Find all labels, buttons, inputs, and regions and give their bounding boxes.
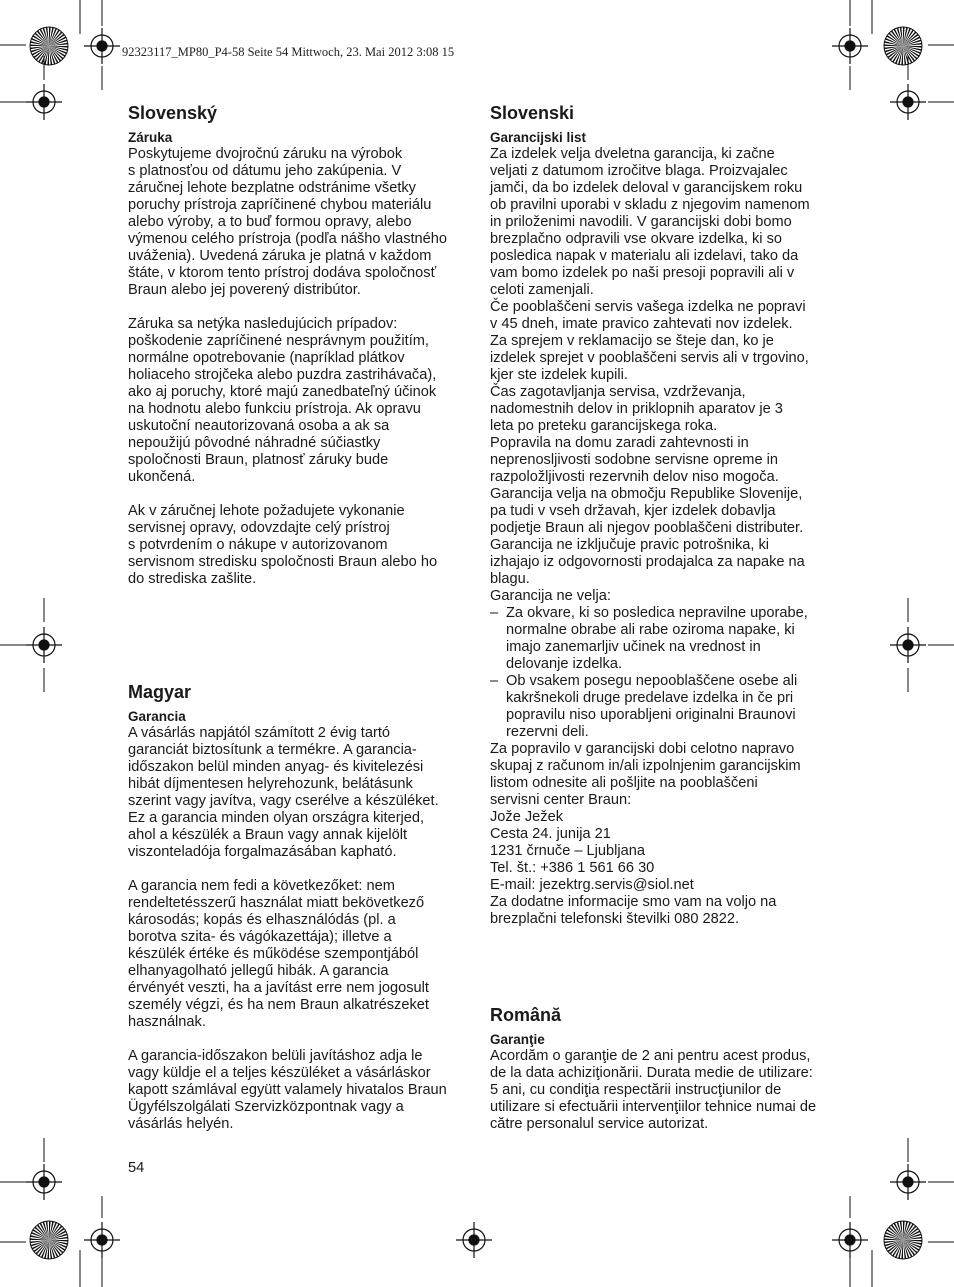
list-item: – Za okvare, ki so posledica nepravilne uporabe, normalne obrabe ali rabe oziroma napake, ki imajo zanemarljiv učinek na vrednost in delovanje izdelka. xyxy=(490,605,808,672)
service-address: Jože Ježek Cesta 24. junija 21 1231 črnuče – Ljubljana Tel. št.: +386 1 561 66 30 E-mail: jezektrg.servis@siol.net xyxy=(490,809,694,893)
paragraph: Záruka sa netýka nasledujúcich prípadov: poškodenie zapríčinené nesprávnym použitím, normálne opotrebovanie (napríklad plátkov holiaceho strojčeka alebo puzdra zastrihávača), ako aj poruchy, ktoré majú zanedbateľný účinok na hodnotu alebo funkciu prístroja. Ak opravu uskutoční neautorizovaná osoba a ak sa nepoužijú pôvodné náhradné súčiastky spoločnosti Braun, platnosť záruky bude ukončená. xyxy=(128,316,437,485)
registration-target-icon xyxy=(84,1222,120,1258)
exclusions-list xyxy=(490,605,830,741)
paragraph: Ak v záručnej lehote požadujete vykonanie servisnej opravy, odovzdajte celý prístroj s potvrdením o nákupe v autorizovanom servisnom stredisku spoločnosti Braun alebo ho do strediska zašlite. xyxy=(128,503,438,587)
paragraph: A vásárlás napjától számított 2 évig tartó garanciát biztosítunk a termékre. A garancia- időszakon belül minden anyag- és kivitelezési hibát díjmentesen helyrehozunk, belátásunk szerint vagy javítva, vagy cserélve a készüléket. Ez a garancia minden olyan országra kiterjed, ahol a készülék a Braun vagy annak kijelölt viszonteladója forgalmazásában kapható. xyxy=(128,725,439,860)
paragraph: Za izdelek velja dveletna garancija, ki začne veljati z datumom izročitve blaga. Proizvajalec jamči, da bo izdelek deloval v garancijskem roku ob pravilni uporabi v skladu z njegovim namenom in priloženimi navodili. V garancijski dobi bomo brezplačno odpravili vse okvare izdelka, ki so posledica napak v materialu ali izdelavi, tako da vam bomo izdelek po naši presoji popravili ali v celoti zamenjali. xyxy=(490,146,810,298)
paragraph: Acordăm o garanţie de 2 ani pentru acest produs, de la data achiziţionării. Durata medie de utilizare: 5 ani, cu condiţia respectării instrucţiunilor de utilizare si efectuării intervenţiilor tehnice numai de către personalul service autorizat. xyxy=(490,1048,817,1132)
paragraph: Garancija ne velja: xyxy=(490,588,611,604)
subtitle-hungarian: Garancia xyxy=(128,709,186,724)
paragraph: A garancia-időszakon belüli javításhoz adja le vagy küldje el a teljes készüléket a vásárláskor kapott számlával együtt valamely hivatalos Braun Ügyfélszolgálati Szervizközpontnak vagy a vásárlás helyén. xyxy=(128,1048,447,1132)
section-slovene xyxy=(490,102,830,928)
paragraph: Če pooblaščeni servis vašega izdelka ne popravi v 45 dneh, imate pravico zahtevati nov izdelek. xyxy=(490,299,806,332)
section-title-slovene: Slovenski xyxy=(490,103,575,123)
section-title-hungarian: Magyar xyxy=(128,682,192,702)
registration-target-icon xyxy=(890,627,926,663)
subtitle-slovak: Záruka xyxy=(128,130,173,145)
section-hungarian xyxy=(128,681,468,1133)
section-slovak xyxy=(128,102,468,588)
registration-target-icon xyxy=(890,1164,926,1200)
paragraph: Čas zagotavljanja servisa, vzdrževanja, nadomestnih delov in priklopnih aparatov je 3 leta po preteku garancijskega roka. xyxy=(490,384,783,434)
paragraph: Garancija velja na območju Republike Slovenije, pa tudi v vseh državah, kjer izdelek dobavlja podjetje Braun ali njegov pooblaščeni distributer. xyxy=(490,486,804,536)
page-number: 54 xyxy=(128,1160,145,1176)
print-header-line: 92323117_MP80_P4-58 Seite 54 Mittwoch, 23. Mai 2012 3:08 15 xyxy=(122,45,455,59)
section-title-romanian: Română xyxy=(490,1005,562,1025)
registration-target-icon xyxy=(26,1164,62,1200)
paragraph: Poskytujeme dvojročnú záruku na výrobok s platnosťou od dátumu jeho zakúpenia. V záručnej lehote bezplatne odstránime všetky poruchy prístroja zapríčinené chybou materiálu alebo výroby, a to buď formou opravy, alebo výmenou celého prístroja (podľa nášho vlastného uváženia). Uvedená záruka je platná v každom štáte, v ktorom tento prístroj dodáva spoločnosť Braun alebo jej poverený distribútor. xyxy=(128,146,448,298)
paragraph: Garancija ne izključuje pravic potrošnika, ki izhajajo iz odgovornosti prodajalca za napake na blagu. xyxy=(490,537,805,587)
paragraph: Za dodatne informacije smo vam na voljo na brezplačni telefonski številki 080 2822. xyxy=(490,894,777,927)
paragraph: Za sprejem v reklamacijo se šteje dan, ko je izdelek sprejet v pooblaščeni servis ali v trgovino, kjer ste izdelek kupili. xyxy=(490,333,809,383)
registration-target-icon xyxy=(456,1222,492,1258)
section-title-slovak: Slovenský xyxy=(128,103,218,123)
paragraph: Za popravilo v garancijski dobi celotno napravo skupaj z računom in/ali izpolnjenim garancijskim listom odnesite ali pošljite na pooblaščeni servisni center Braun: xyxy=(490,741,801,808)
registration-target-icon xyxy=(832,1222,868,1258)
registration-target-icon xyxy=(890,84,926,120)
registration-target-icon xyxy=(832,28,868,64)
list-item: – Ob vsakem posegu nepooblaščene osebe ali kakršnekoli druge predelave izdelka in če pri popravilu niso uporabljeni originalni Braunovi rezervni deli. xyxy=(490,673,798,740)
starburst-mark-icon xyxy=(884,27,922,65)
starburst-mark-icon xyxy=(884,1221,922,1259)
subtitle-romanian: Garanţie xyxy=(490,1032,545,1047)
paragraph: A garancia nem fedi a következőket: nem rendeltetésszerű használat miatt bekövetkező károsodás; kopás és elhasználódás (pl. a borotva szita- és vágókazettája); illetve a készülék értéke és működése szempontjából elhanyagolható jellegű hibák. A garancia érvényét veszti, ha a javítást erre nem jogosult személy végzi, és ha nem Braun alkatrészeket használnak. xyxy=(128,878,429,1030)
registration-target-icon xyxy=(26,627,62,663)
paragraph: Popravila na domu zaradi zahtevnosti in neprenosljivosti sodobne servisne opreme in razpoložljivosti rezervnih delov niso mogoča. xyxy=(490,435,779,485)
starburst-mark-icon xyxy=(30,1221,68,1259)
starburst-mark-icon xyxy=(30,27,68,65)
registration-target-icon xyxy=(84,28,120,64)
registration-target-icon xyxy=(26,84,62,120)
section-romanian xyxy=(490,1004,830,1133)
subtitle-slovene: Garancijski list xyxy=(490,130,587,145)
